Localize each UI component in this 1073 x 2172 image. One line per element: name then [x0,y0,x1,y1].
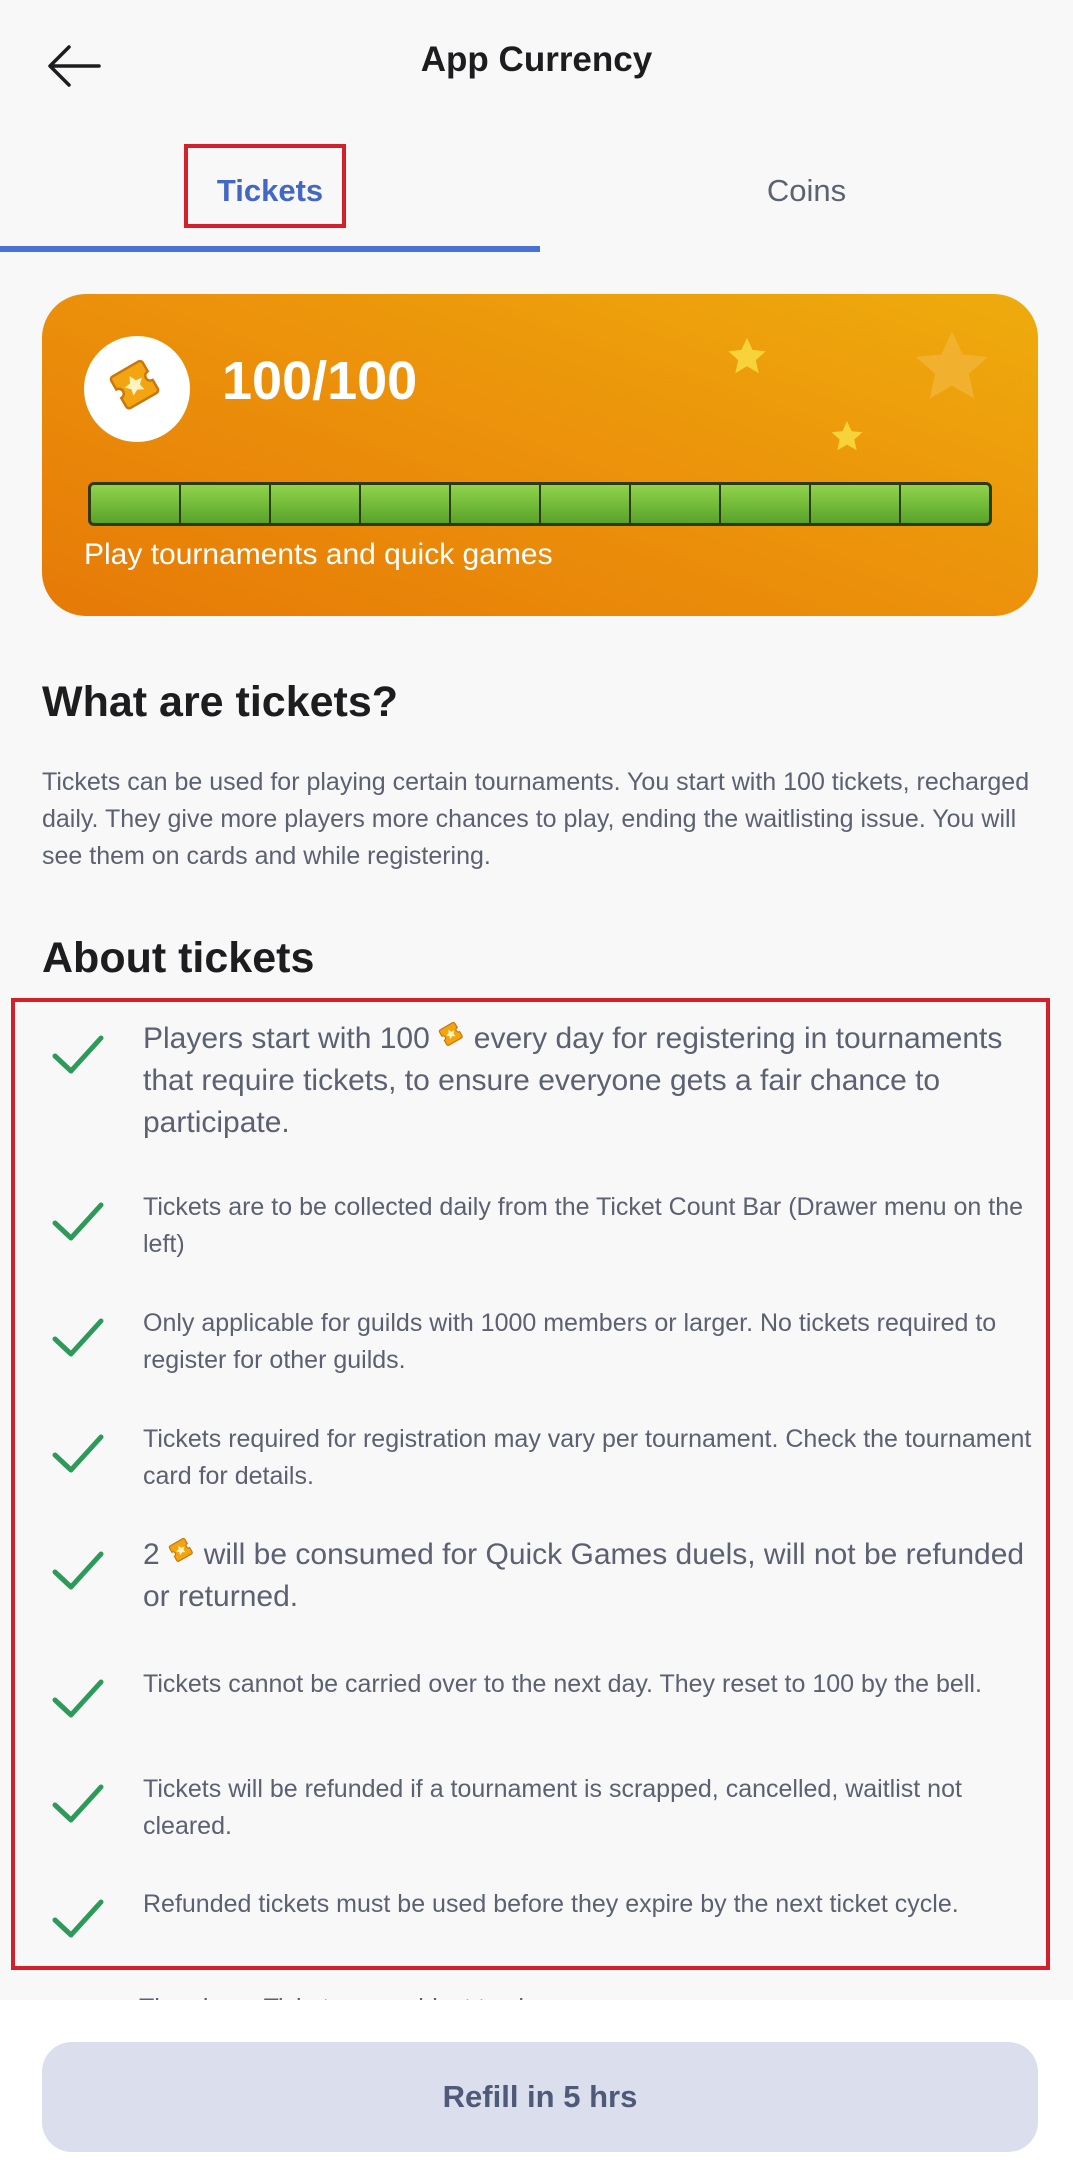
check-icon [51,1028,105,1082]
progress-segment [631,485,721,523]
page-title: App Currency [420,40,653,79]
star-icon [828,418,866,456]
check-icon [51,1544,105,1598]
list-item-text: Players start with 100 every day for registering in tournaments that require tickets, to ensure everyone gets a fair chance to participate. [143,1022,1003,1139]
list-item-text: Tickets cannot be carried over to the next day. They reset to 100 by the bell. [143,1670,982,1698]
check-icon [51,1311,105,1365]
progress-segment [901,485,989,523]
section-body-what: Tickets can be used for playing certain tournaments. You start with 100 tickets, recharged daily. They give more players more chances to play, ending the waitlisting issue. You will see them on cards and while registering. [42,768,1030,870]
ticket-progress-bar [88,482,992,526]
list-item-text: 2 will be consumed for Quick Games duels, will not be refunded or returned. [143,1538,1025,1613]
list-item-text: Tickets are to be collected daily from the Ticket Count Bar (Drawer menu on the left) [143,1193,1024,1258]
check-icon [51,1427,105,1481]
ticket-icon [436,1020,468,1052]
section-heading-what: What are tickets? [42,678,399,726]
list-item-text: Tickets will be refunded if a tournament is scrapped, cancelled, waitlist not cleared. [143,1775,962,1840]
check-icon [51,1892,105,1946]
ticket-balance-card [42,294,1038,616]
cut-off-text [139,1990,1039,2000]
tab-bar [0,130,1073,252]
app-header [0,0,1073,125]
list-item-text: Refunded tickets must be used before they expire by the next ticket cycle. [143,1890,959,1918]
check-icon [51,1672,105,1726]
section-heading-about: About tickets [42,934,315,982]
tab-tickets[interactable]: Tickets [216,173,324,208]
about-tickets-list [11,998,1050,1970]
star-icon [908,324,996,412]
tab-coins[interactable]: Coins [766,173,847,208]
progress-segment [361,485,451,523]
check-icon [51,1195,105,1249]
list-item-text: Tickets required for registration may vary per tournament. Check the tournament card for details. [143,1425,1032,1490]
list-item-text: Only applicable for guilds with 1000 members or larger. No tickets required to register for other guilds. [143,1309,997,1374]
refill-button[interactable]: Refill in 5 hrs [42,2042,1038,2152]
progress-segment [541,485,631,523]
progress-segment [721,485,811,523]
ticket-icon [84,336,190,442]
progress-segment [811,485,901,523]
ticket-icon [166,1536,198,1568]
ticket-count: 100/100 [222,351,418,411]
tab-active-indicator [0,246,540,252]
progress-segment [181,485,271,523]
progress-segment [271,485,361,523]
card-caption: Play tournaments and quick games [84,538,553,571]
bottom-bar [0,2000,1073,2172]
progress-segment [451,485,541,523]
progress-segment [91,485,181,523]
tab-highlight-box [184,144,346,228]
check-icon [51,1777,105,1831]
star-icon [724,334,770,380]
